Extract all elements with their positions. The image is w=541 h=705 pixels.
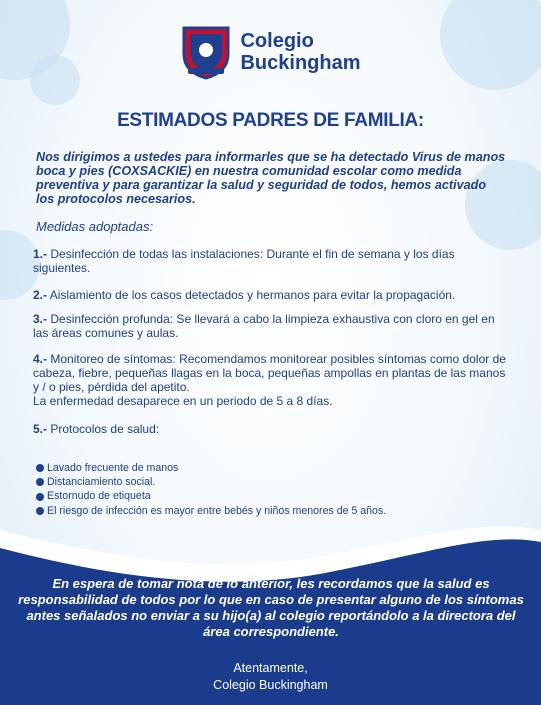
school-name-line2: Buckingham: [240, 52, 361, 74]
measure-item: [33, 288, 513, 302]
list-item-text: Distanciamiento social.: [47, 476, 156, 489]
bullet-icon: [36, 478, 44, 486]
school-name-line1: Colegio: [240, 30, 314, 52]
measure-item: [33, 352, 513, 408]
measure-text: Desinfección de todas las instalaciones: Durante el fin de semana y los días siguientes.: [33, 247, 455, 275]
measure-text: Monitoreo de síntomas: Recomendamos monitorear posibles síntomas como dolor de cabeza, fiebre, pequeñas llagas en la boca, pequeñas ampollas en plantas de las manos y / o pies, pérdida del apetito.: [33, 352, 506, 394]
list-item-text: Lavado frecuente de manos: [47, 462, 179, 474]
measure-item: [33, 247, 513, 275]
measure-text: Desinfección profunda: Se llevará a cabo la limpieza exhaustiva con cloro en gel en las áreas comunes y aulas.: [33, 312, 495, 340]
list-item-text: El riesgo de infección es mayor entre bebés y niños menores de 5 años.: [47, 504, 387, 517]
school-name: [240, 30, 360, 74]
closing-paragraph: En espera de tomar nota de lo anterior, les recordamos que la salud es responsabilidad de todos por lo que en caso de presentar alguno de los síntomas antes señalados no enviar a su hijo(a) al colegio reportándolo a la directora del área correspondiente.: [18, 576, 524, 639]
signature-line2: Colegio Buckingham: [213, 678, 328, 692]
measure-extra-text: La enfermedad desaparece en un periodo de 5 a 8 días.: [33, 394, 333, 408]
measure-number: 3.-: [33, 312, 48, 326]
measure-item: [33, 422, 513, 436]
school-crest-icon: [180, 24, 232, 80]
signature-line1: Atentamente,: [233, 661, 308, 675]
measure-text: Protocolos de salud:: [50, 422, 160, 436]
measure-text: Aislamiento de los casos detectados y hermanos para evitar la propagación.: [49, 288, 456, 302]
list-item-text: Estornudo de etiqueta: [47, 490, 151, 503]
measure-number: 2.-: [33, 288, 48, 302]
measure-item: [33, 312, 513, 340]
school-header: [0, 24, 541, 80]
measures-heading: Medidas adoptadas:: [36, 219, 154, 234]
intro-paragraph: Nos dirigimos a ustedes para informarles que se ha detectado Virus de manos boca y pies (COXSACKIE) en nuestra comunidad escolar como medida preventiva y para garantizar la salud y seguridad de todos, hemos activado los protocolos necesarios.: [36, 150, 506, 206]
list-item: [36, 461, 506, 475]
bullet-icon: [36, 464, 44, 472]
measure-number: 4.-: [33, 352, 48, 366]
page-title: ESTIMADOS PADRES DE FAMILIA:: [117, 110, 424, 131]
list-item: [36, 475, 506, 489]
measure-number: 1.-: [33, 247, 48, 261]
measure-number: 5.-: [33, 422, 48, 436]
